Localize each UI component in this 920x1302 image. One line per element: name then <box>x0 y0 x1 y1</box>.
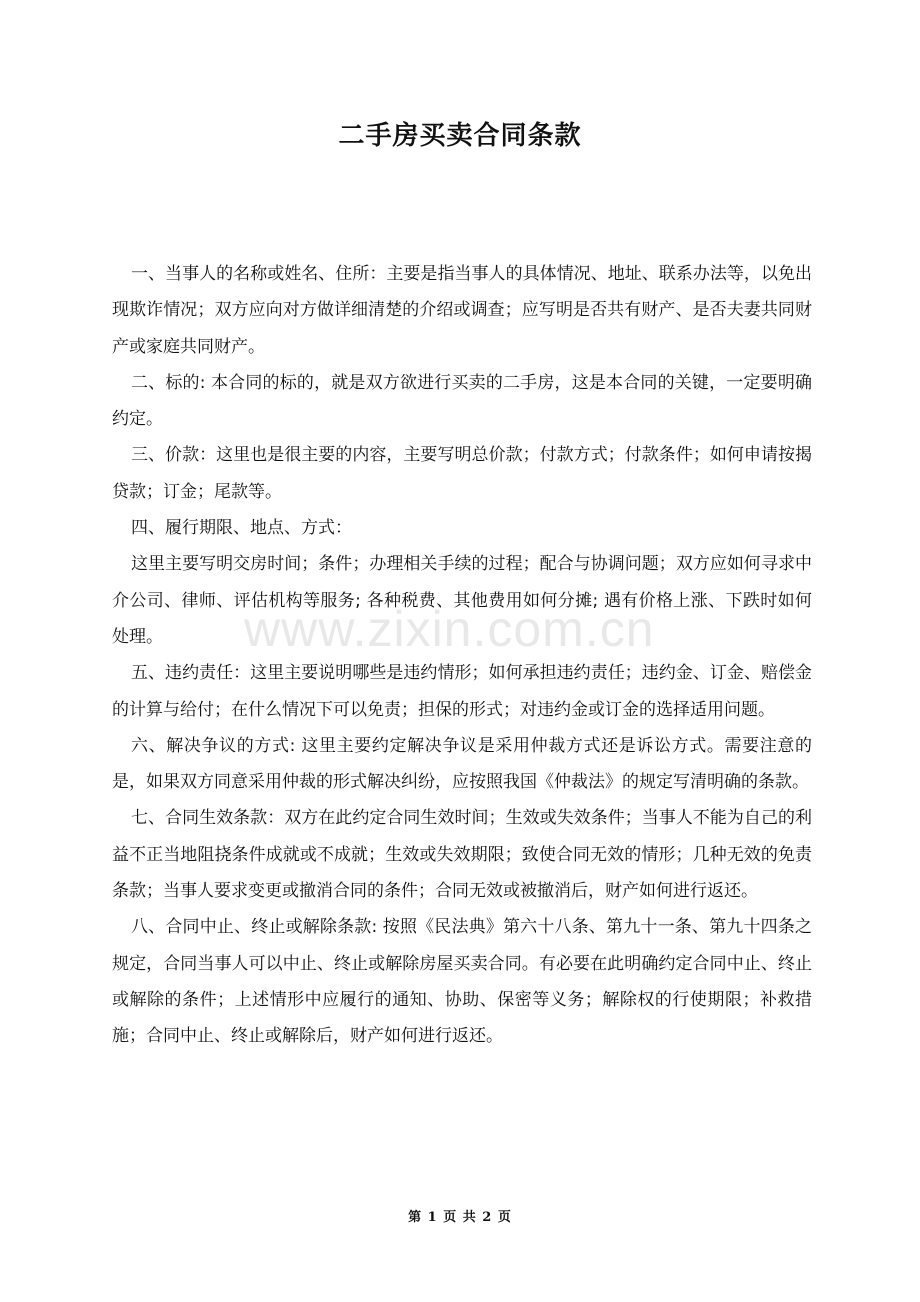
clause-paragraph: 一、当事人的名称或姓名、住所：主要是指当事人的具体情况、地址、联系办法等，以免出现欺诈情况；双方应向对方做详细清楚的介绍或调查；应写明是否共有财产、是否夫妻共同财产或家庭共同财产。 <box>112 264 812 357</box>
clause-paragraph: 这里主要写明交房时间；条件；办理相关手续的过程；配合与协调问题；双方应如何寻求中介公司、律师、评估机构等服务; 各种税费、其他费用如何分摊; 遇有价格上涨、下跌时如何处理。 <box>112 554 812 647</box>
clause-paragraph: 五、违约责任：这里主要说明哪些是违约情形；如何承担违约责任；违约金、订金、赔偿金的计算与给付；在什么情况下可以免责；担保的形式；对违约金或订金的选择适用问题。 <box>112 663 812 720</box>
watermark: www.zixin.com.cn <box>244 601 655 657</box>
clause-paragraph: 二、标的: 本合同的标的，就是双方欲进行买卖的二手房，这是本合同的关键，一定要明确约定。 <box>112 372 812 430</box>
clause-paragraph: 七、合同生效条款：双方在此约定合同生效时间；生效或失效条件；当事人不能为自己的利益不正当地阻挠条件成就或不成就；生效或失效期限；致使合同无效的情形；几种无效的免责条款；当事人要求变更或撤消合同的条件；合同无效或被撤消后，财产如何进行返还。 <box>112 808 812 902</box>
clause-paragraph: 四、履行期限、地点、方式： <box>131 518 352 539</box>
clause-paragraph: 三、价款：这里也是很主要的内容，主要写明总价款；付款方式；付款条件；如何申请按揭贷款；订金；尾款等。 <box>112 445 812 502</box>
page-footer: 第 1 页 共 2 页 <box>408 1210 512 1225</box>
clause-paragraph: 六、解决争议的方式: 这里主要约定解决争议是采用仲裁方式还是诉讼方式。需要注意的是，如果双方同意采用仲裁的形式解决纠纷，应按照我国《仲裁法》的规定写清明确的条款。 <box>112 735 812 793</box>
clause-paragraph: 八、合同中止、终止或解除条款: 按照《民法典》第六十八条、第九十一条、第九十四条之规定，合同当事人可以中止、终止或解除房屋买卖合同。有必要在此明确约定合同中止、终止或解除的条件；上述情形中应履行的通知、协助、保密等义务；解除权的行使期限；补救措施；合同中止、终止或解除后，财产如何进行返还。 <box>112 917 812 1047</box>
document-body <box>112 256 812 1055</box>
document-title: 二手房买卖合同条款 <box>338 121 582 151</box>
